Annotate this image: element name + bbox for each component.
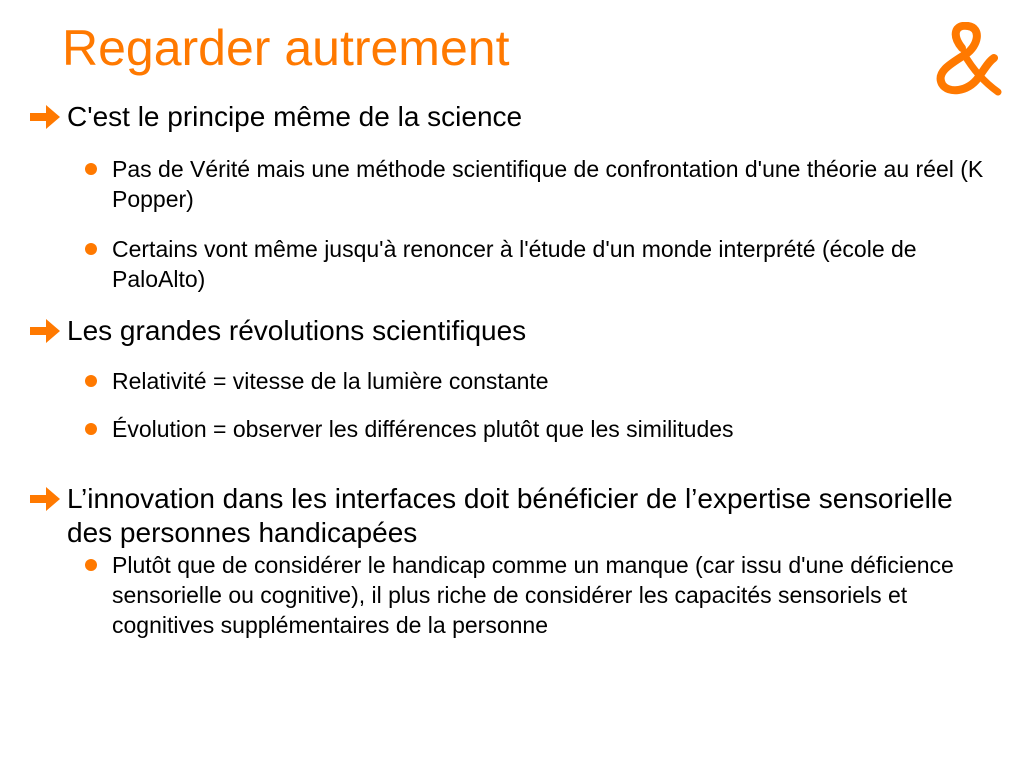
section-heading-text: Les grandes révolutions scientifiques: [67, 315, 527, 346]
section-heading: [30, 100, 990, 134]
list-item: [30, 366, 990, 396]
right-arrow-icon: [30, 317, 62, 345]
section-science-principle: [30, 100, 990, 294]
orange-dot-bullet-icon: [85, 375, 97, 387]
list-item-text: Pas de Vérité mais une méthode scientifique de confrontation d'une théorie au réel (K Popper): [112, 156, 984, 212]
section-heading-text: C'est le principe même de la science: [67, 101, 523, 132]
orange-dot-bullet-icon: [85, 423, 97, 435]
list-item: [30, 550, 990, 640]
list-item-text: Plutôt que de considérer le handicap comme un manque (car issu d'une déficience sensorielle ou cognitive), il plus riche de considérer les capacités sensoriels et cognitives supplémentaires de la personne: [112, 552, 954, 638]
right-arrow-icon: [30, 103, 62, 131]
list-item: [30, 414, 990, 444]
section-scientific-revolutions: [30, 314, 990, 444]
orange-dot-bullet-icon: [85, 559, 97, 571]
list-item-text: Évolution = observer les différences plutôt que les similitudes: [112, 416, 734, 442]
slide-title: Regarder autrement: [62, 20, 510, 76]
right-arrow-icon: [30, 485, 62, 513]
orange-dot-bullet-icon: [85, 243, 97, 255]
list-item: [30, 154, 990, 214]
list-item: [30, 234, 990, 294]
list-item-text: Certains vont même jusqu'à renoncer à l'étude d'un monde interprété (école de PaloAlto): [112, 236, 917, 292]
orange-ampersand-logo-icon: [928, 22, 1002, 96]
section-heading: [30, 314, 990, 348]
section-heading-text: L’innovation dans les interfaces doit bénéficier de l’expertise sensorielle des personnes handicapées: [67, 483, 953, 548]
list-item-text: Relativité = vitesse de la lumière constante: [112, 368, 549, 394]
orange-dot-bullet-icon: [85, 163, 97, 175]
section-heading: [30, 482, 990, 550]
section-interface-innovation: [30, 482, 990, 640]
